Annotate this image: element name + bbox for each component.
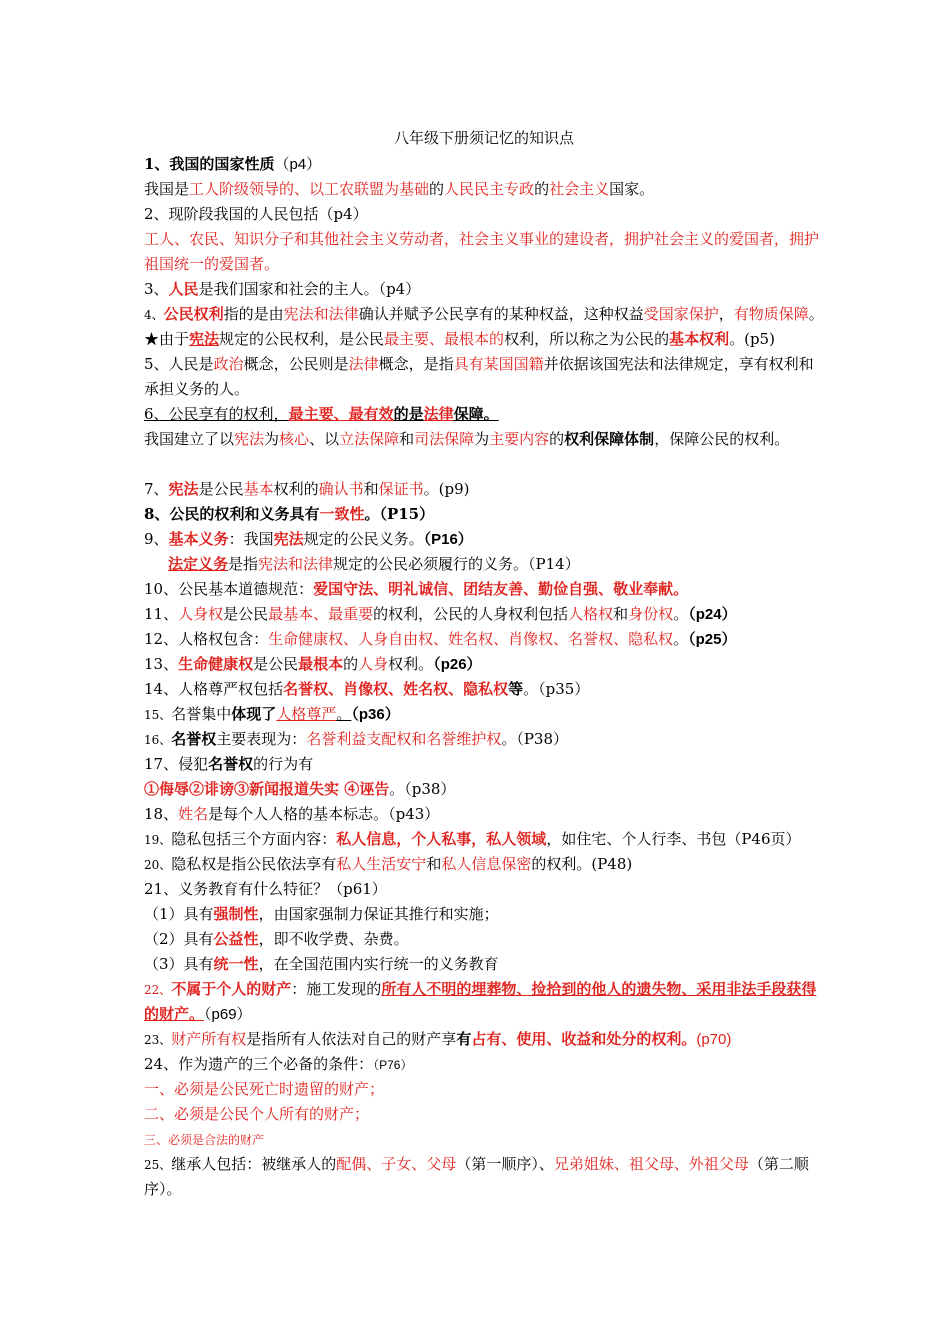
text-segment: 并依据该国宪法和法律规定，享有权利和承担义务的人。	[144, 355, 814, 398]
text-line	[144, 627, 824, 652]
text-segment: ，保障公民的权利。	[654, 430, 790, 448]
text-segment: 是公民	[223, 605, 269, 623]
text-segment: 主要内容	[489, 430, 550, 448]
text-segment: 的权利。(P48)	[531, 855, 633, 873]
text-segment: ：我国	[228, 530, 274, 548]
text-segment: 我国建立了以	[144, 430, 235, 448]
text-segment: 。	[808, 305, 824, 323]
text-segment: （1）具有	[144, 905, 214, 923]
text-segment: 身份权	[628, 605, 674, 623]
text-segment: 确认并赋予公民享有的某种权益，这种权益	[358, 305, 644, 323]
text-segment: 工人、农民、知识分子和其他社会主义劳动者，社会主义事业的建设者，拥护社会主义的爱国者，拥护祖国统一的爱国者。	[144, 230, 820, 273]
text-segment: 权利。	[388, 655, 434, 673]
text-segment: 13、	[144, 655, 179, 673]
text-segment: 9、	[144, 530, 169, 548]
text-segment: （2）具有	[144, 930, 214, 948]
text-segment: 二、必须是公民个人所有的财产；	[144, 1105, 370, 1123]
text-segment: 名誉权	[208, 755, 254, 773]
text-line	[144, 827, 824, 852]
text-segment: 7、	[144, 480, 169, 498]
text-line	[144, 852, 824, 877]
text-line	[144, 202, 824, 227]
text-segment: 的是	[393, 405, 424, 423]
text-segment: 隐私权是指公民依法享有	[171, 855, 337, 873]
text-segment: 。	[673, 605, 689, 623]
text-segment: 占有、使用、收益和处分的权利。	[471, 1030, 697, 1048]
text-segment: 25、	[144, 1158, 172, 1172]
text-segment: 财产所有权	[171, 1030, 247, 1048]
text-segment: 和	[613, 605, 629, 623]
text-segment: ，即不收学费、杂费。	[258, 930, 409, 948]
text-segment: 立法保障	[339, 430, 400, 448]
text-segment: 公民权利	[163, 305, 224, 323]
text-segment: 核心	[279, 430, 310, 448]
text-segment: 私人信息保密	[441, 855, 532, 873]
text-segment: 指的是由	[223, 305, 284, 323]
text-segment: 有	[456, 1030, 472, 1048]
text-segment: 所有人不明的埋葬物、捡拾到的他人的遗失物、采用非法手段获得的财产。	[144, 980, 817, 1023]
text-segment: 8、公民的权利和义务具有	[144, 505, 320, 523]
text-segment: (p70)	[696, 1031, 732, 1048]
text-segment: 18、	[144, 805, 179, 823]
text-segment: 是指所有人依法对自己的财产享	[246, 1030, 457, 1048]
text-line	[144, 702, 824, 727]
text-line	[144, 502, 824, 527]
text-segment: 概念，公民则是	[243, 355, 349, 373]
text-segment: （第一顺序）、	[456, 1155, 554, 1173]
text-segment: 私人生活安宁	[336, 855, 427, 873]
text-segment: 最根本	[298, 655, 344, 673]
text-segment: 10、公民基本道德规范：	[144, 580, 314, 598]
text-segment: 生命健康权	[178, 655, 254, 673]
text-segment: 5、人民是	[144, 355, 214, 373]
text-segment: 不属于个人的财产	[171, 980, 292, 998]
text-segment: 名誉权、肖像权、姓名权、隐私权	[283, 680, 509, 698]
text-segment: 公民享有的权利	[168, 405, 274, 423]
text-segment: 名誉权	[171, 730, 217, 748]
text-segment: 16、	[144, 733, 172, 747]
text-line	[144, 977, 824, 1027]
text-line	[144, 302, 824, 327]
text-segment: 一、必须是公民死亡时遗留的财产；	[144, 1080, 385, 1098]
text-segment: （P76）	[373, 1058, 413, 1072]
text-segment: ：施工发现的	[291, 980, 382, 998]
text-line	[144, 327, 824, 352]
text-segment: 20、	[144, 858, 172, 872]
text-segment: 和	[399, 430, 415, 448]
text-segment: 是公民	[253, 655, 299, 673]
text-segment: 。（p35）	[523, 680, 590, 698]
text-segment: 生命健康权、人身自由权、姓名权、肖像权、名誉权、隐私权	[268, 630, 674, 648]
text-segment: 。（P15）	[364, 505, 435, 523]
text-segment: （p69）	[204, 1006, 252, 1023]
text-line	[144, 802, 824, 827]
text-segment: 法定义务	[168, 555, 229, 573]
text-segment: 的	[534, 180, 550, 198]
text-segment: 最主要、最根本的	[384, 330, 505, 348]
text-segment: 工人阶级领导的、以工农联盟为基础	[189, 180, 430, 198]
text-line	[144, 952, 824, 977]
text-segment: （3）具有	[144, 955, 214, 973]
text-line	[144, 1102, 824, 1127]
text-line	[144, 427, 824, 452]
text-line	[144, 527, 824, 552]
text-segment: 司法保障	[414, 430, 475, 448]
text-segment: 人格权	[568, 605, 614, 623]
text-segment: 基本	[243, 480, 274, 498]
text-segment: 具有某国国籍	[453, 355, 544, 373]
text-segment: 法律	[423, 405, 454, 423]
text-segment: 宪法	[273, 530, 304, 548]
text-segment: 人民民主专政	[444, 180, 535, 198]
text-line	[144, 777, 824, 802]
text-segment: ★由于	[144, 330, 190, 348]
text-segment: 权利，所以称之为公民的	[504, 330, 670, 348]
text-segment: ，如住宅、个人行李、书包（P46页）	[546, 830, 801, 848]
text-segment: 姓名	[178, 805, 209, 823]
text-segment: 人格尊严	[276, 705, 337, 723]
text-segment: 法律	[348, 355, 379, 373]
text-segment: 为	[474, 430, 490, 448]
text-segment: 保障。	[453, 405, 499, 423]
text-segment: 最基本、最重要	[268, 605, 374, 623]
text-segment: 17、侵犯	[144, 755, 209, 773]
text-segment: 的	[549, 430, 565, 448]
text-segment: （第二顺序）。	[144, 1155, 809, 1198]
text-segment: 21、义务教育有什么特征？（p61）	[144, 880, 387, 898]
text-segment: 的	[343, 655, 359, 673]
text-segment: 。（P38）	[501, 730, 569, 748]
text-segment: 确认书	[318, 480, 364, 498]
text-segment: 保证书	[378, 480, 424, 498]
text-line	[144, 727, 824, 752]
text-segment: 。(p9)	[423, 480, 470, 498]
text-segment: 宪法	[234, 430, 265, 448]
text-line	[144, 1152, 824, 1202]
text-segment: 4、	[144, 308, 164, 322]
text-line	[144, 402, 824, 427]
text-segment: 我国是	[144, 180, 190, 198]
text-segment: 规定的公民必须履行的义务。（P14）	[333, 555, 580, 573]
text-segment: 宪法	[168, 480, 199, 498]
text-line	[144, 652, 824, 677]
text-segment: 2、现阶段我国的人民包括（p4）	[144, 205, 368, 223]
text-segment: 为	[264, 430, 280, 448]
text-segment: 主要表现为：	[216, 730, 307, 748]
text-line	[144, 277, 824, 302]
text-line	[144, 877, 824, 902]
text-segment: 公益性	[213, 930, 259, 948]
text-segment: ①侮辱②诽谤③新闻报道失实 ④诬告	[144, 780, 390, 798]
text-line	[144, 152, 824, 177]
text-segment: 一致性	[319, 505, 365, 523]
text-segment: 基本权利	[669, 330, 730, 348]
text-segment: 。	[336, 705, 352, 723]
text-segment: 继承人包括：被继承人的	[171, 1155, 337, 1173]
text-segment: 国家。	[609, 180, 655, 198]
text-segment: 。	[673, 630, 689, 648]
text-segment: 基本义务	[168, 530, 229, 548]
text-segment: 名誉利益支配权和名誉维护权	[306, 730, 502, 748]
text-line	[144, 602, 824, 627]
text-line	[144, 1052, 824, 1077]
text-segment: （p26）	[433, 656, 482, 673]
text-segment: （p24）	[688, 606, 737, 623]
text-segment: 人身	[358, 655, 389, 673]
text-segment: ，在全国范围内实行统一的义务教育	[258, 955, 499, 973]
text-segment: 宪法	[189, 330, 220, 348]
text-line	[144, 927, 824, 952]
text-line	[144, 577, 824, 602]
text-segment: 是我们国家和社会的主人。（p4）	[198, 280, 421, 298]
text-segment: 最主要、最有效	[288, 405, 394, 423]
text-line	[144, 227, 824, 277]
text-segment: 隐私包括三个方面内容：	[171, 830, 337, 848]
text-segment: 是指	[228, 555, 259, 573]
text-line	[144, 177, 824, 202]
text-line	[144, 902, 824, 927]
text-segment: 私人信息，个人私事，私人领域	[336, 830, 547, 848]
text-line	[144, 677, 824, 702]
text-segment: 3、	[144, 280, 169, 298]
text-segment: （p4）	[274, 156, 322, 173]
text-segment: 人身权	[178, 605, 224, 623]
text-segment: 12、人格权包含：	[144, 630, 269, 648]
text-segment: 、以	[309, 430, 340, 448]
text-segment: 体现了	[231, 705, 277, 723]
text-line	[144, 352, 824, 402]
text-line	[144, 1077, 824, 1102]
text-segment: （p36）	[351, 706, 400, 723]
page-title: 八年级下册须记忆的知识点	[393, 129, 574, 147]
text-segment: 社会主义	[549, 180, 610, 198]
text-segment: 概念，是指	[378, 355, 454, 373]
text-segment: 爱国守法、明礼诚信、团结友善、勤俭自强、敬业奉献。	[313, 580, 689, 598]
text-segment: （P16）	[423, 531, 473, 548]
text-segment: 配偶、子女、父母	[336, 1155, 457, 1173]
text-line	[144, 1027, 824, 1052]
text-segment: 权利的	[273, 480, 319, 498]
text-segment: 14、人格尊严权包括	[144, 680, 284, 698]
text-segment: 强制性	[213, 905, 259, 923]
text-segment: 19、	[144, 833, 172, 847]
text-line	[144, 477, 824, 502]
text-segment: 规定的公民义务。	[303, 530, 424, 548]
text-segment: 有物质保障	[733, 305, 809, 323]
text-segment: 宪法和法律	[283, 305, 359, 323]
text-segment: 是每个人人格的基本标志。（p43）	[208, 805, 440, 823]
text-segment: 11、	[144, 605, 179, 623]
text-segment: 。（p38）	[389, 780, 456, 798]
text-segment: （p25）	[688, 631, 737, 648]
text-segment: 1、我国的国家性质	[144, 155, 275, 173]
blank-line	[144, 452, 824, 477]
text-segment: ，由国家强制力保证其推行和实施；	[258, 905, 499, 923]
text-segment: 兄弟姐妹、祖父母、外祖父母	[553, 1155, 749, 1173]
text-segment: 统一性	[213, 955, 259, 973]
text-segment: 三、必须是合法的财产	[144, 1133, 265, 1147]
text-segment: 的行为有	[253, 755, 314, 773]
text-line	[144, 1127, 824, 1152]
document-body	[144, 152, 824, 1202]
text-segment: 等	[508, 680, 524, 698]
text-segment: 22、	[144, 983, 172, 997]
text-segment: 名誉集中	[171, 705, 232, 723]
text-segment: 宪法和法律	[258, 555, 334, 573]
text-segment: 15、	[144, 708, 172, 722]
text-segment: 24、作为遗产的三个必备的条件：	[144, 1055, 374, 1073]
text-segment: 的权利，公民的人身权利包括	[373, 605, 569, 623]
text-segment: ，	[273, 405, 289, 423]
text-segment: ，	[718, 305, 734, 323]
text-segment: 6、	[144, 405, 169, 423]
text-segment: 权利保障体制	[564, 430, 655, 448]
text-segment: 人民	[168, 280, 199, 298]
text-line	[144, 752, 824, 777]
text-segment: 政治	[213, 355, 244, 373]
text-segment: 受国家保护	[643, 305, 719, 323]
text-segment: 23、	[144, 1033, 172, 1047]
text-segment: 的	[429, 180, 445, 198]
text-line	[144, 552, 824, 577]
text-segment: 和	[426, 855, 442, 873]
text-segment: 规定的公民权利，是公民	[219, 330, 385, 348]
text-segment: 和	[363, 480, 379, 498]
document-page	[144, 128, 824, 1202]
text-segment: 。(p5)	[729, 330, 775, 348]
text-segment: 是公民	[198, 480, 244, 498]
